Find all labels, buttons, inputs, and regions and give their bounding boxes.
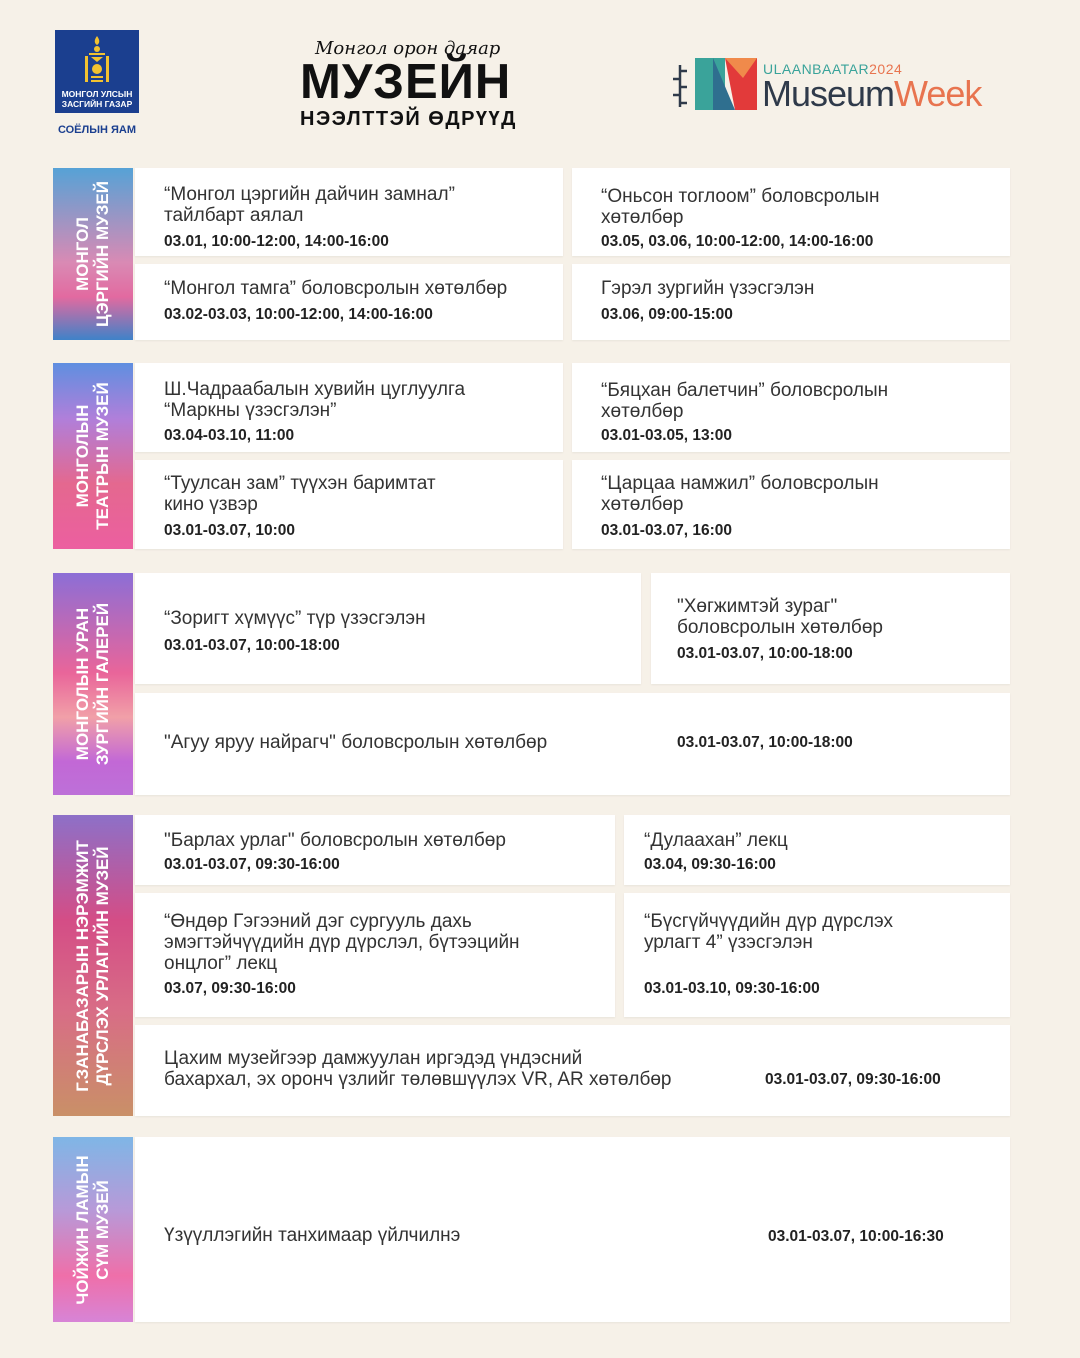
museum-tab-zanabazar — [53, 815, 133, 1116]
event-card — [135, 693, 1010, 795]
event-date: 03.01-03.07, 09:30-16:00 — [765, 1071, 941, 1088]
museum-tab-choijin-lama — [53, 1137, 133, 1322]
museumweek-logo-icon — [695, 58, 757, 110]
title-script: Монгол орон даяар — [315, 38, 501, 59]
event-title: "Агуу яруу найрагч" боловсролын хөтөлбөр — [164, 732, 548, 753]
event-date: 03.01, 10:00-12:00, 14:00-16:00 — [164, 233, 389, 250]
museum-name-line2: СҮМ МУЗЕЙ — [93, 1179, 112, 1280]
event-card — [572, 363, 1010, 452]
page-subtitle: НЭЭЛТТЭЙ ӨДРҮҮД — [300, 108, 517, 130]
museum-name-line1: МОНГОЛЫН — [73, 404, 92, 508]
event-card — [135, 1025, 1010, 1116]
event-date: 03.01-03.07, 16:00 — [601, 522, 732, 539]
museum-name-line1: ЧОЙЖИН ЛАМЫН — [73, 1154, 92, 1305]
event-card — [135, 1137, 1010, 1322]
event-title: Цахим музейгээр дамжуулан иргэдэд үндэсний бахархал, эх оронч үзлийг төлөвшүүлэх VR, AR хөтөлбөр — [164, 1048, 672, 1090]
event-date: 03.01-03.07, 10:00 — [164, 522, 295, 539]
event-title: “Зоригт хүмүүс” түр үзэсгэлэн — [164, 608, 426, 629]
event-date: 03.01-03.07, 09:30-16:00 — [164, 856, 340, 873]
event-title: “Туулсан зам” түүхэн баримтат кино үзвэр — [164, 473, 436, 515]
event-date: 03.05, 03.06, 10:00-12:00, 14:00-16:00 — [601, 233, 874, 250]
event-card — [572, 460, 1010, 549]
event-date: 03.01-03.07, 10:00-18:00 — [677, 645, 853, 662]
museum-tab-military — [53, 168, 133, 340]
museum-name-line2: ТЕАТРЫН МУЗЕЙ — [93, 382, 112, 530]
event-card — [135, 460, 563, 549]
event-card — [572, 168, 1010, 256]
museum-name-line2: ЗУРГИЙН ГАЛЕРЕЙ — [93, 602, 112, 766]
museum-name-line1: Г.ЗАНАБАЗАРЫН НЭРЭМЖИТ — [73, 839, 92, 1092]
museumweek-name — [762, 73, 981, 115]
event-card — [135, 264, 563, 340]
museumweek-name-part1: Museum — [762, 73, 895, 114]
event-title: “Бяцхан балетчин” боловсролын хөтөлбөр — [601, 380, 889, 422]
event-date: 03.01-03.10, 09:30-16:00 — [644, 980, 820, 997]
museumweek-name-part2: Week — [894, 73, 982, 114]
government-name-line2: ЗАСГИЙН ГАЗАР — [61, 99, 133, 109]
event-date: 03.01-03.07, 10:00-18:00 — [677, 734, 853, 751]
event-title: Ш.Чадраабалын хувийн цуглуулга “Маркны үзэсгэлэн” — [164, 379, 466, 421]
museumweek-year: 2024 — [869, 61, 903, 77]
museum-name-line2: ДҮРСЛЭХ УРЛАГИЙН МУЗЕЙ — [93, 845, 112, 1086]
event-title: “Монгол тамга” боловсролын хөтөлбөр — [164, 278, 508, 299]
event-card — [135, 363, 563, 452]
event-card — [572, 264, 1010, 340]
museum-tab-theatre — [53, 363, 133, 549]
event-title: Үзүүллэгийн танхимаар үйлчилнэ — [164, 1225, 461, 1246]
event-title: “Оньсон тоглоом” боловсролын хөтөлбөр — [601, 186, 880, 228]
event-card — [135, 573, 641, 684]
event-card — [624, 815, 1010, 885]
event-title: Гэрэл зургийн үзэсгэлэн — [601, 278, 815, 299]
event-title: “Царцаа намжил” боловсролын хөтөлбөр — [601, 473, 879, 515]
museumweek-city: ULAANBAATAR2024 — [763, 61, 903, 77]
event-date: 03.01-03.07, 10:00-18:00 — [164, 637, 340, 654]
mongol-script-icon — [670, 63, 690, 109]
event-card — [651, 573, 1010, 684]
ministry-label: СОЁЛЫН ЯАМ — [57, 124, 137, 136]
museum-name-line2: ЦЭРГИЙН МУЗЕЙ — [93, 181, 112, 327]
museum-tab-art-gallery — [53, 573, 133, 795]
event-title: "Барлах урлаг" боловсролын хөтөлбөр — [164, 830, 506, 851]
event-title: “Дулаахан” лекц — [644, 830, 788, 851]
event-date: 03.04, 09:30-16:00 — [644, 856, 776, 873]
event-title: “Монгол цэргийн дайчин замнал” тайлбарт аялал — [164, 184, 455, 226]
event-date: 03.01-03.07, 10:00-16:30 — [768, 1228, 944, 1245]
event-card — [135, 168, 563, 256]
museum-name-line1: МОНГОЛЫН УРАН — [73, 607, 92, 761]
museum-name-line1: МОНГОЛ — [73, 217, 92, 291]
event-date: 03.02-03.03, 10:00-12:00, 14:00-16:00 — [164, 306, 433, 323]
event-title: “Өндөр Гэгээний дэг сургууль дахь эмэгтэйчүүдийн дүр дүрслэл, бүтээцийн онцлог” лекц — [164, 911, 520, 974]
government-logo — [55, 30, 139, 113]
soyombo-icon — [83, 36, 111, 84]
event-card — [624, 893, 1010, 1017]
event-date: 03.06, 09:00-15:00 — [601, 306, 733, 323]
page-title: МУЗЕЙН — [300, 55, 512, 109]
event-title: “Бүсгүйчүүдийн дүр дүрслэх урлагт 4” үзэсгэлэн — [644, 911, 893, 953]
event-date: 03.01-03.05, 13:00 — [601, 427, 732, 444]
event-card — [135, 893, 615, 1017]
event-date: 03.07, 09:30-16:00 — [164, 980, 296, 997]
event-card — [135, 815, 615, 885]
event-title: "Хөгжимтэй зураг" боловсролын хөтөлбөр — [677, 596, 883, 638]
event-date: 03.04-03.10, 11:00 — [164, 427, 295, 444]
government-name-line1: МОНГОЛ УЛСЫН — [61, 89, 133, 99]
